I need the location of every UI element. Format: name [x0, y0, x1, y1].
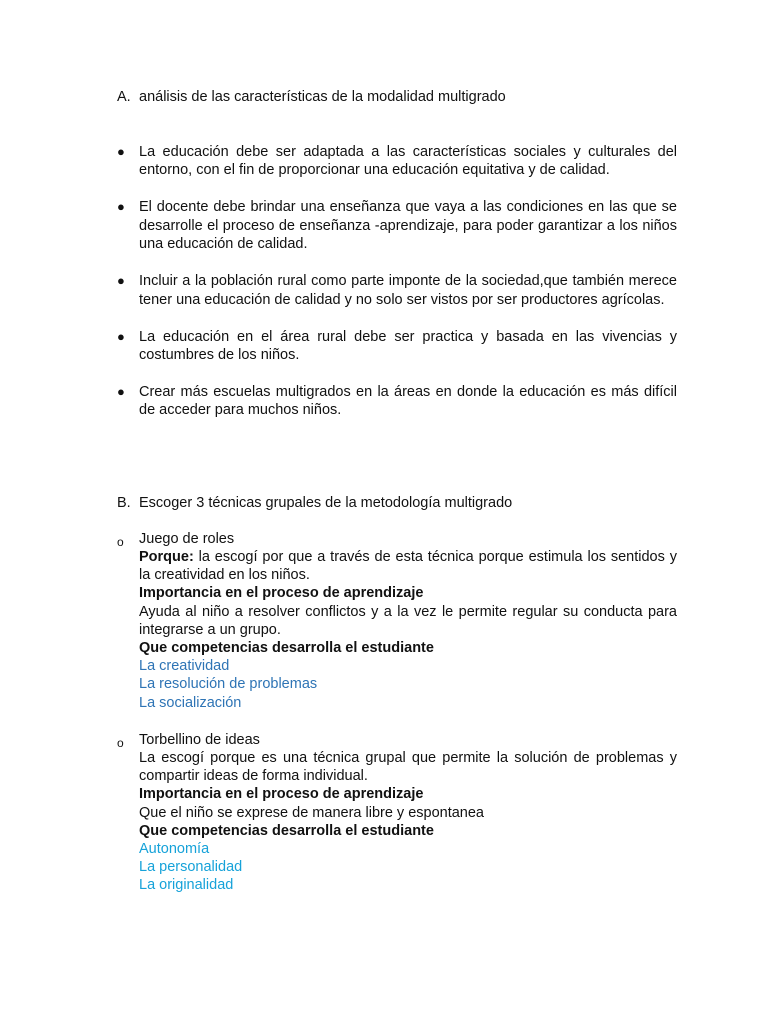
section-b-title: Escoger 3 técnicas grupales de la metodología multigrado	[139, 495, 513, 511]
circle-bullet-icon: o	[117, 736, 124, 750]
bullet-icon: ●	[117, 328, 125, 344]
technique-title-row	[117, 530, 677, 548]
bullet-icon: ●	[117, 199, 125, 215]
bullet-text: El docente debe brindar una enseñanza que vaya a las condiciones en las que se desarrolle el proceso de enseñanza -aprendizaje, para poder garantizar a los niños una educación de calidad.	[139, 199, 677, 253]
competency-item: La creatividad	[139, 658, 230, 675]
reason-text: La escogí porque es una técnica grupal que permite la solución de problemas y compartir ideas de forma individual.	[139, 750, 677, 785]
competencies-label: Que competencias desarrolla el estudiante	[139, 640, 434, 657]
importance-label: Importancia en el proceso de aprendizaje	[139, 585, 424, 602]
list-item	[117, 143, 677, 180]
bullet-text: Incluir a la población rural como parte imponte de la sociedad,que también merece tener una educación de calidad y no solo ser vistos por ser productores agrícolas.	[139, 273, 677, 308]
competency-item: La personalidad	[139, 859, 243, 876]
importance-label: Importancia en el proceso de aprendizaje	[139, 786, 424, 803]
list-item	[117, 328, 677, 365]
section-a-letter: A.	[117, 89, 131, 105]
technique-title: Juego de roles	[139, 531, 235, 547]
bullet-text: La educación debe ser adaptada a las características sociales y culturales del entorno, con el fin de proporcionar una educación equitativa y de calidad.	[139, 144, 677, 179]
reason-text: la escogí por que a través de esta técnica porque estimula los sentidos y la creatividad en los niños.	[139, 549, 677, 584]
list-item	[117, 198, 677, 253]
bullet-icon: ●	[117, 144, 125, 159]
section-b-letter: B.	[117, 495, 131, 511]
bullet-icon: ●	[117, 273, 125, 289]
technique-body	[117, 548, 677, 712]
importance-text: Que el niño se exprese de manera libre y espontanea	[139, 804, 484, 821]
importance-text: Ayuda al niño a resolver conflictos y a la vez le permite regular su conducta para integrarse a un grupo.	[139, 603, 677, 638]
technique-title-row	[117, 731, 677, 749]
competency-item: Autonomía	[139, 841, 210, 858]
competency-item: La socialización	[139, 694, 242, 711]
bullet-icon: ●	[117, 384, 125, 400]
circle-bullet-icon: o	[117, 535, 124, 549]
technique-torbellino-de-ideas	[117, 731, 677, 895]
technique-body	[117, 749, 677, 895]
competency-item: La resolución de problemas	[139, 676, 318, 693]
technique-title: Torbellino de ideas	[139, 732, 260, 748]
section-a-heading	[117, 88, 677, 106]
section-a-title: análisis de las características de la modalidad multigrado	[139, 89, 506, 105]
section-a-bullet-list	[117, 143, 677, 438]
reason-label: Porque:	[139, 549, 194, 565]
technique-juego-de-roles	[117, 530, 677, 712]
bullet-text: La educación en el área rural debe ser practica y basada en las vivencias y costumbres de los niños.	[139, 328, 677, 364]
technique-reason	[139, 548, 677, 584]
competencies-label: Que competencias desarrolla el estudiante	[139, 822, 434, 839]
section-b-heading	[117, 494, 677, 512]
list-item	[117, 383, 677, 420]
list-item	[117, 272, 677, 309]
bullet-text: Crear más escuelas multigrados en la áreas en donde la educación es más difícil de acceder para muchos niños.	[139, 384, 677, 419]
competency-item: La originalidad	[139, 877, 234, 894]
